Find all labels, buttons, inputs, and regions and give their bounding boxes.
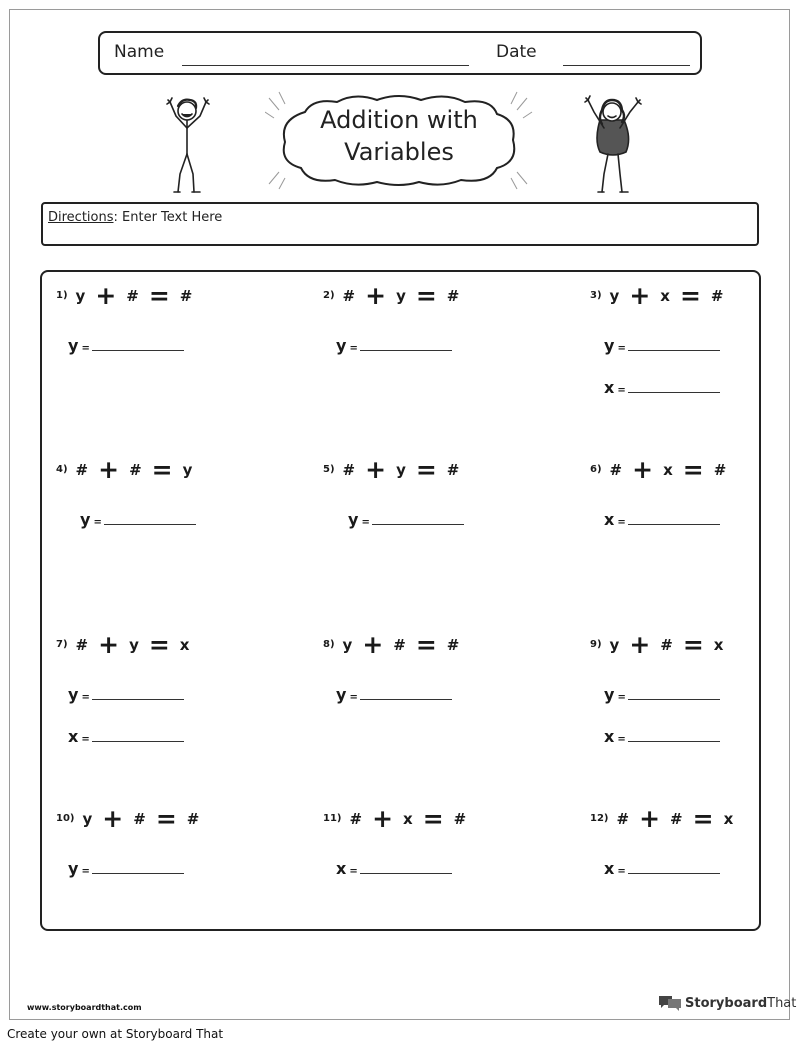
equation-term: y [396,286,406,305]
answer-variable: y [68,685,79,704]
equation-term: # [393,635,406,654]
equation-term: # [342,286,356,305]
equation-result: y [182,460,193,479]
answer-row [604,859,720,878]
plus-operator: + [102,803,124,833]
answer-blank-line[interactable] [92,699,184,700]
problem-equation [56,454,202,484]
answer-equals: = [81,692,90,703]
equation-term: y [129,635,139,654]
plus-operator: + [632,454,654,484]
problem-equation [590,454,736,484]
equation-term: x [660,286,670,305]
problem-number: 7) [56,639,68,650]
problem-equation [323,280,469,310]
speech-bubbles-icon [658,994,682,1012]
answer-blank-line[interactable] [628,392,720,393]
stick-figure-right-icon [580,90,646,194]
problem-equation [56,629,199,659]
answer-blank-line[interactable] [104,524,196,525]
problem-number: 12) [590,813,609,824]
answer-row [604,336,720,355]
problem-equation [590,803,743,833]
answer-equals: = [617,343,626,354]
date-line[interactable] [563,65,690,66]
plus-operator: + [365,454,387,484]
answer-blank-line[interactable] [92,741,184,742]
problem-equation [323,629,469,659]
answer-blank-line[interactable] [628,524,720,525]
title-line-1: Addition with [320,106,478,134]
answer-blank-line[interactable] [360,699,452,700]
equation-term: y [609,635,620,654]
equals-operator: = [148,280,170,310]
answer-row [604,727,720,746]
problem-equation [323,803,476,833]
worksheet-title [265,104,533,168]
plus-operator: + [98,454,120,484]
answer-blank-line[interactable] [92,873,184,874]
answer-variable: x [604,510,615,529]
equation-term: # [126,286,139,305]
answer-equals: = [349,866,358,877]
equation-result: # [453,809,467,828]
equals-operator: = [679,280,701,310]
answer-blank-line[interactable] [360,873,452,874]
title-line-2: Variables [344,138,454,166]
equals-operator: = [151,454,173,484]
answer-equals: = [349,692,358,703]
problem-equation [56,280,202,310]
equation-result: x [179,635,190,654]
plus-operator: + [98,629,120,659]
equation-term: y [609,286,620,305]
answer-variable: y [348,510,359,529]
equation-term: # [609,460,623,479]
plus-operator: + [639,803,661,833]
answer-variable: y [80,510,91,529]
answer-blank-line[interactable] [628,350,720,351]
problem-number: 9) [590,639,602,650]
answer-variable: y [68,336,79,355]
equation-term: y [342,635,353,654]
answer-equals: = [81,343,90,354]
answer-equals: = [617,517,626,528]
answer-blank-line[interactable] [628,873,720,874]
equals-operator: = [148,629,170,659]
worksheet-page [9,9,797,1020]
answer-equals: = [81,734,90,745]
answer-equals: = [361,517,370,528]
problem-number: 6) [590,464,602,475]
equals-operator: = [422,803,444,833]
answer-row [604,685,720,704]
directions-label: Directions [48,210,114,225]
equation-term: # [75,635,89,654]
equation-term: # [670,809,683,828]
answer-row [68,336,184,355]
equation-term: # [75,460,89,479]
answer-variable: y [336,685,347,704]
problem-number: 3) [590,290,602,301]
answer-variable: y [68,859,79,878]
brand-name: StoryboardThat [685,995,797,1011]
equation-term: # [349,809,363,828]
problem-number: 10) [56,813,75,824]
equation-term: # [660,635,673,654]
stick-figure-left-icon [160,94,216,194]
problem-number: 1) [56,290,68,301]
title-cloud [265,90,533,190]
equation-result: # [446,460,460,479]
equals-operator: = [415,280,437,310]
equation-result: x [713,635,724,654]
equals-operator: = [692,803,714,833]
equation-term: x [403,809,413,828]
equation-result: # [446,286,460,305]
equation-term: # [616,809,630,828]
plus-operator: + [629,280,651,310]
answer-variable: y [336,336,347,355]
equals-operator: = [155,803,177,833]
answer-equals: = [617,734,626,745]
problem-equation [590,280,733,310]
answer-equals: = [349,343,358,354]
answer-variable: x [604,859,615,878]
equation-result: # [710,286,724,305]
equation-result: # [713,460,727,479]
answer-row [68,859,184,878]
plus-operator: + [372,803,394,833]
directions-box[interactable] [41,202,759,246]
equation-term: y [396,460,406,479]
answer-blank-line[interactable] [372,524,464,525]
plus-operator: + [629,629,651,659]
plus-operator: + [95,280,117,310]
problem-number: 11) [323,813,342,824]
answer-row [604,510,720,529]
answer-row [604,378,720,397]
answer-equals: = [93,517,102,528]
equals-operator: = [682,454,704,484]
equation-result: # [179,286,193,305]
equation-term: # [342,460,356,479]
answer-equals: = [617,866,626,877]
directions-text [48,210,222,225]
answer-variable: x [604,378,615,397]
equation-result: # [186,809,200,828]
create-your-own-note: Create your own at Storyboard That [7,1027,224,1041]
name-date-box [98,31,702,75]
answer-row [336,685,452,704]
problem-number: 2) [323,290,335,301]
date-label: Date [496,42,537,62]
problem-number: 8) [323,639,335,650]
answer-variable: y [604,685,615,704]
answer-row [336,336,452,355]
equals-operator: = [415,454,437,484]
name-label: Name [114,42,165,62]
equals-operator: = [682,629,704,659]
equation-term: # [133,809,146,828]
equation-term: y [75,286,86,305]
answer-blank-line[interactable] [360,350,452,351]
answer-blank-line[interactable] [92,350,184,351]
answer-blank-line[interactable] [628,741,720,742]
answer-variable: x [604,727,615,746]
problem-equation [56,803,209,833]
footer-url: www.storyboardthat.com [27,1003,142,1012]
name-line[interactable] [182,65,469,66]
problem-number: 4) [56,464,68,475]
plus-operator: + [365,280,387,310]
answer-blank-line[interactable] [628,699,720,700]
answer-row [336,859,452,878]
answer-variable: x [68,727,79,746]
problem-equation [590,629,733,659]
equation-result: x [723,809,734,828]
answer-equals: = [81,866,90,877]
plus-operator: + [362,629,384,659]
answer-equals: = [617,385,626,396]
answer-row [80,510,196,529]
equals-operator: = [415,629,437,659]
storyboardthat-logo [658,992,796,1014]
problem-number: 5) [323,464,335,475]
answer-row [68,685,184,704]
directions-placeholder: : Enter Text Here [113,210,223,225]
problem-equation [323,454,469,484]
answer-row [348,510,464,529]
equation-term: y [82,809,93,828]
equation-term: x [663,460,673,479]
equation-result: # [446,635,460,654]
equation-term: # [129,460,142,479]
answer-equals: = [617,692,626,703]
answer-row [68,727,184,746]
answer-variable: y [604,336,615,355]
answer-variable: x [336,859,347,878]
